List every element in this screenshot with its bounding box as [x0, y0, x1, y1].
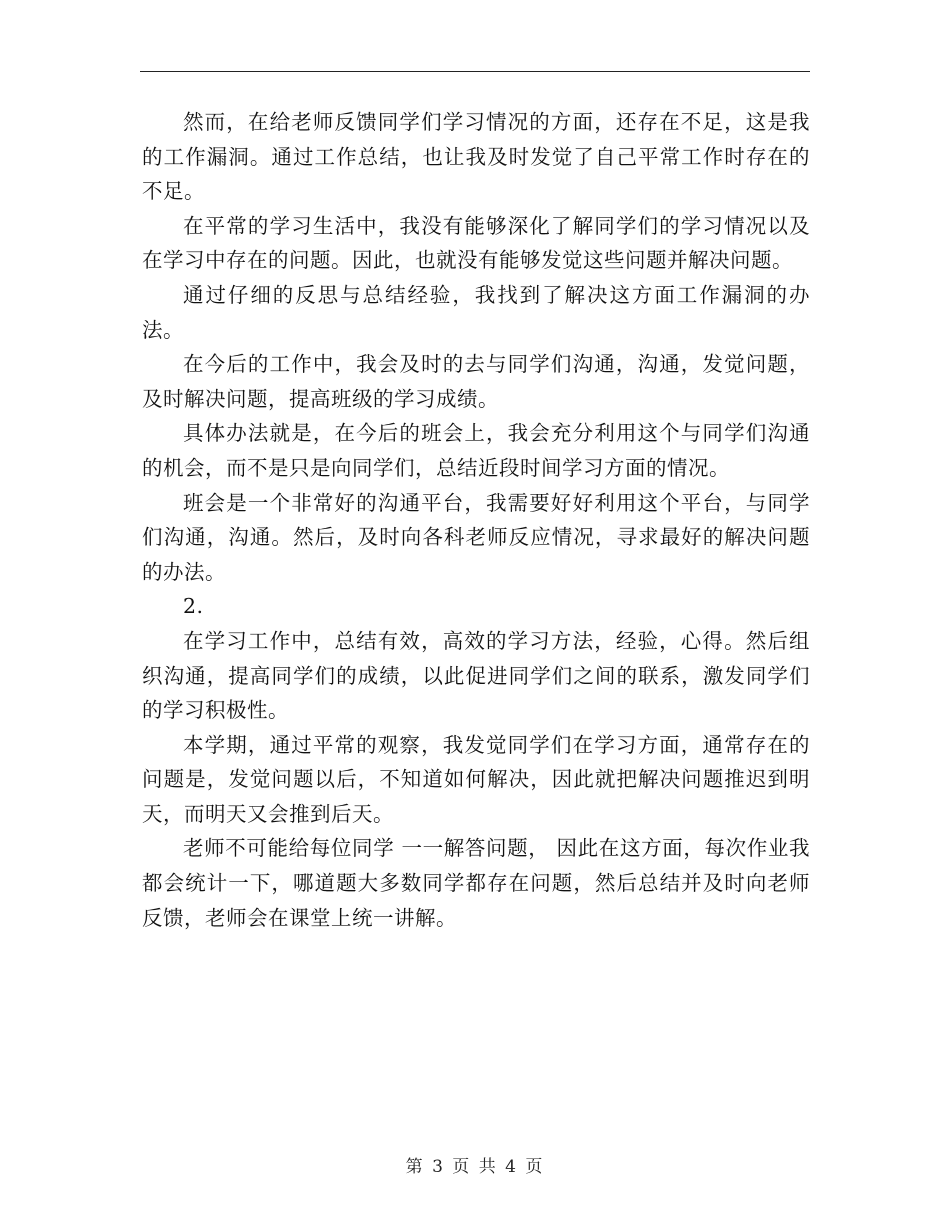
- paragraph: 通过仔细的反思与总结经验，我找到了解决这方面工作漏洞的办法。: [142, 282, 810, 342]
- paragraph: 在今后的工作中，我会及时的去与同学们沟通，沟通，发觉问题，及时解决问题，提高班级的学习成绩。: [142, 352, 810, 411]
- paragraph: 具体办法就是，在今后的班会上，我会充分利用这个与同学们沟通的机会，而不是只是向同学们，总结近段时间学习方面的情况。: [142, 421, 810, 480]
- header-rule: [140, 71, 810, 72]
- paragraph: 本学期，通过平常的观察，我发觉同学们在学习方面，通常存在的问题是，发觉问题以后，不知道如何解决，因此就把解决问题推迟到明天，而明天又会推到后天。: [142, 732, 810, 826]
- paragraph: 然而，在给老师反馈同学们学习情况的方面，还存在不足，这是我的工作漏洞。通过工作总结，也让我及时发觉了自己平常工作时存在的不足。: [142, 110, 810, 204]
- page-number-footer: 第 3 页 共 4 页: [405, 1157, 545, 1177]
- paragraph: 在学习工作中，总结有效，高效的学习方法，经验，心得。然后组织沟通，提高同学们的成绩，以此促进同学们之间的联系，激发同学们的学习积极性。: [142, 628, 810, 723]
- paragraph: 老师不可能给每位同学 一一解答问题， 因此在这方面，每次作业我都会统计一下，哪道题大多数同学都存在问题，然后总结并及时向老师反馈，老师会在课堂上统一讲解。: [142, 836, 810, 930]
- document-body: [142, 105, 810, 935]
- section-number: 2.: [183, 594, 204, 619]
- paragraph: 班会是一个非常好的沟通平台，我需要好好利用这个平台，与同学们沟通，沟通。然后，及时向各科老师反应情况，寻求最好的解决问题的办法。: [142, 490, 810, 584]
- paragraph: 在平常的学习生活中，我没有能够深化了解同学们的学习情况以及在学习中存在的问题。因此，也就没有能够发觉这些问题并解决问题。: [142, 213, 810, 273]
